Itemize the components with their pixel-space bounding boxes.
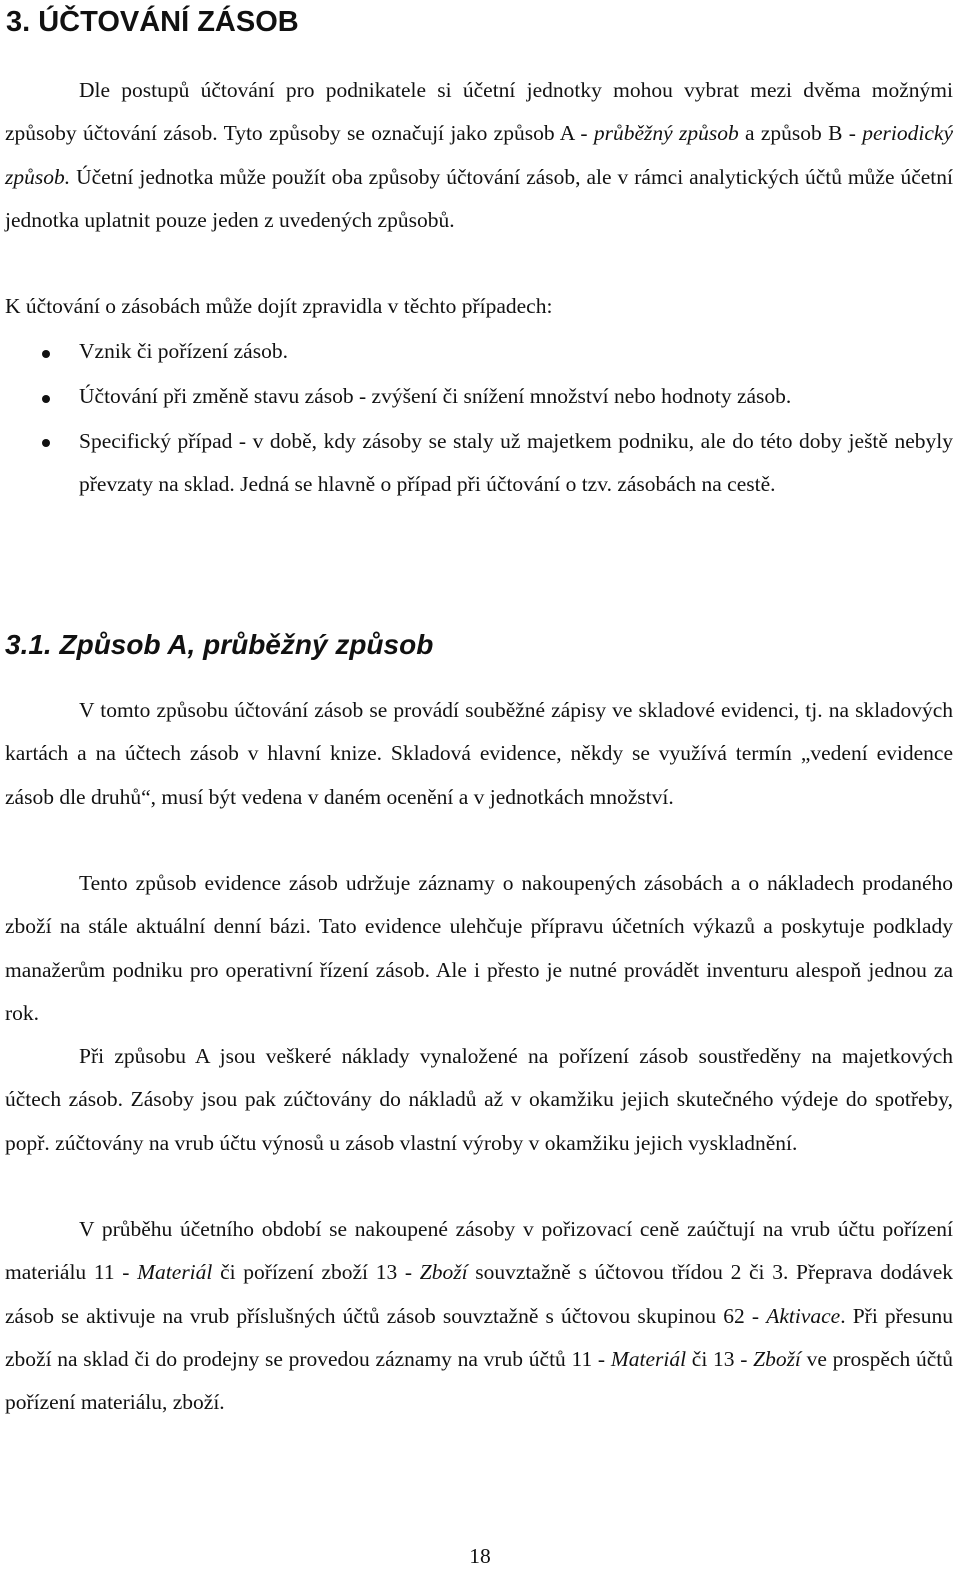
bullet-dot (42, 395, 50, 403)
body-paragraph: Tento způsob evidence zásob udržuje záznamy o nakoupených zásobách a o nákladech prodaného zboží na stále aktuální denní bázi. Tato evidence ulehčuje přípravu účetních výkazů a poskytuje podklady manažerům podniku pro operativní řízení zásob. Ale i přesto je nutné provádět inventuru alespoň jednou za rok. (5, 871, 953, 1025)
p6-text-d: Zboží (419, 1260, 468, 1285)
intro-text-e: Účetní jednotka může použít oba způsoby účtování zásob, ale v rámci analytických účtů může účetní jednotka uplatnit pouze jeden z uvedených způsobů. (5, 164, 953, 232)
p6-text-j: Zboží (753, 1346, 801, 1371)
intro-text-d: periodický způsob. (5, 121, 953, 189)
p6-text-e: souvztažně s účtovou třídou 2 či 3. Přeprava dodávek zásob se aktivuje na vrub příslušných účtů zásob souvztažně s účtovou skupinou 62 - (5, 1260, 953, 1328)
p6-text-i: či 13 - (686, 1346, 754, 1371)
intro-text-b: průběžný způsob (593, 121, 739, 146)
p6-text-k: ve prospěch účtů pořízení materiálu, zboží. (5, 1346, 953, 1415)
p6-text-c: či pořízení zboží 13 - (212, 1260, 420, 1285)
intro-text-c: a způsob B - (738, 121, 863, 146)
list-item: Vznik či pořízení zásob. (79, 339, 288, 363)
p6-text-f: Aktivace (766, 1303, 841, 1328)
bullet-dot (42, 350, 50, 358)
section-title: 3. ÚČTOVÁNÍ ZÁSOB (6, 6, 299, 38)
cases-intro: K účtování o zásobách může dojít zpravidla v těchto případech: (5, 294, 553, 318)
p6-text-b: Materiál (137, 1260, 213, 1285)
list-item: Účtování při změně stavu zásob - zvýšení či snížení množství nebo hodnoty zásob. (79, 384, 792, 408)
p6-text-h: Materiál (610, 1346, 687, 1371)
intro-text-a: Dle postupů účtování pro podnikatele si účetní jednotky mohou vybrat mezi dvěma možnými způsoby účtování zásob. Tyto způsoby se označují jako způsob A - (5, 78, 953, 146)
body-paragraph: Při způsobu A jsou veškeré náklady vynaložené na pořízení zásob soustředěny na majetkových účtech zásob. Zásoby jsou pak zúčtovány do nákladů až v okamžiku jejich skutečného výdeje do spotřeby, popř. zúčtovány na vrub účtu výnosů u zásob vlastní výroby v okamžiku jejich vyskladnění. (5, 1044, 953, 1155)
page-number: 18 (469, 1544, 491, 1568)
list-item: Specifický případ - v době, kdy zásoby se staly už majetkem podniku, ale do této doby ještě nebyly převzaty na sklad. Jedná se hlavně o případ při účtování o tzv. zásobách na cestě. (79, 429, 953, 497)
subsection-title: 3.1. Způsob A, průběžný způsob (5, 629, 434, 660)
body-paragraph (5, 1208, 953, 1424)
p6-text-a: V průběhu účetního období se nakoupené zásoby v pořizovací ceně zaúčtují na vrub účtu pořízení materiálu 11 - (5, 1217, 953, 1285)
bullet-dot (42, 439, 50, 447)
intro-paragraph (5, 69, 953, 242)
p6-text-g: . Při přesunu zboží na sklad či do prodejny se provedou záznamy na vrub účtů 11 - (5, 1303, 953, 1371)
body-paragraph: V tomto způsobu účtování zásob se provádí souběžné zápisy ve skladové evidenci, tj. na skladových kartách a na účtech zásob v hlavní knize. Skladová evidence, někdy se využívá termín „vedení evidence zásob dle druhů“, musí být vedena v daném ocenění a v jednotkách množství. (5, 698, 953, 809)
